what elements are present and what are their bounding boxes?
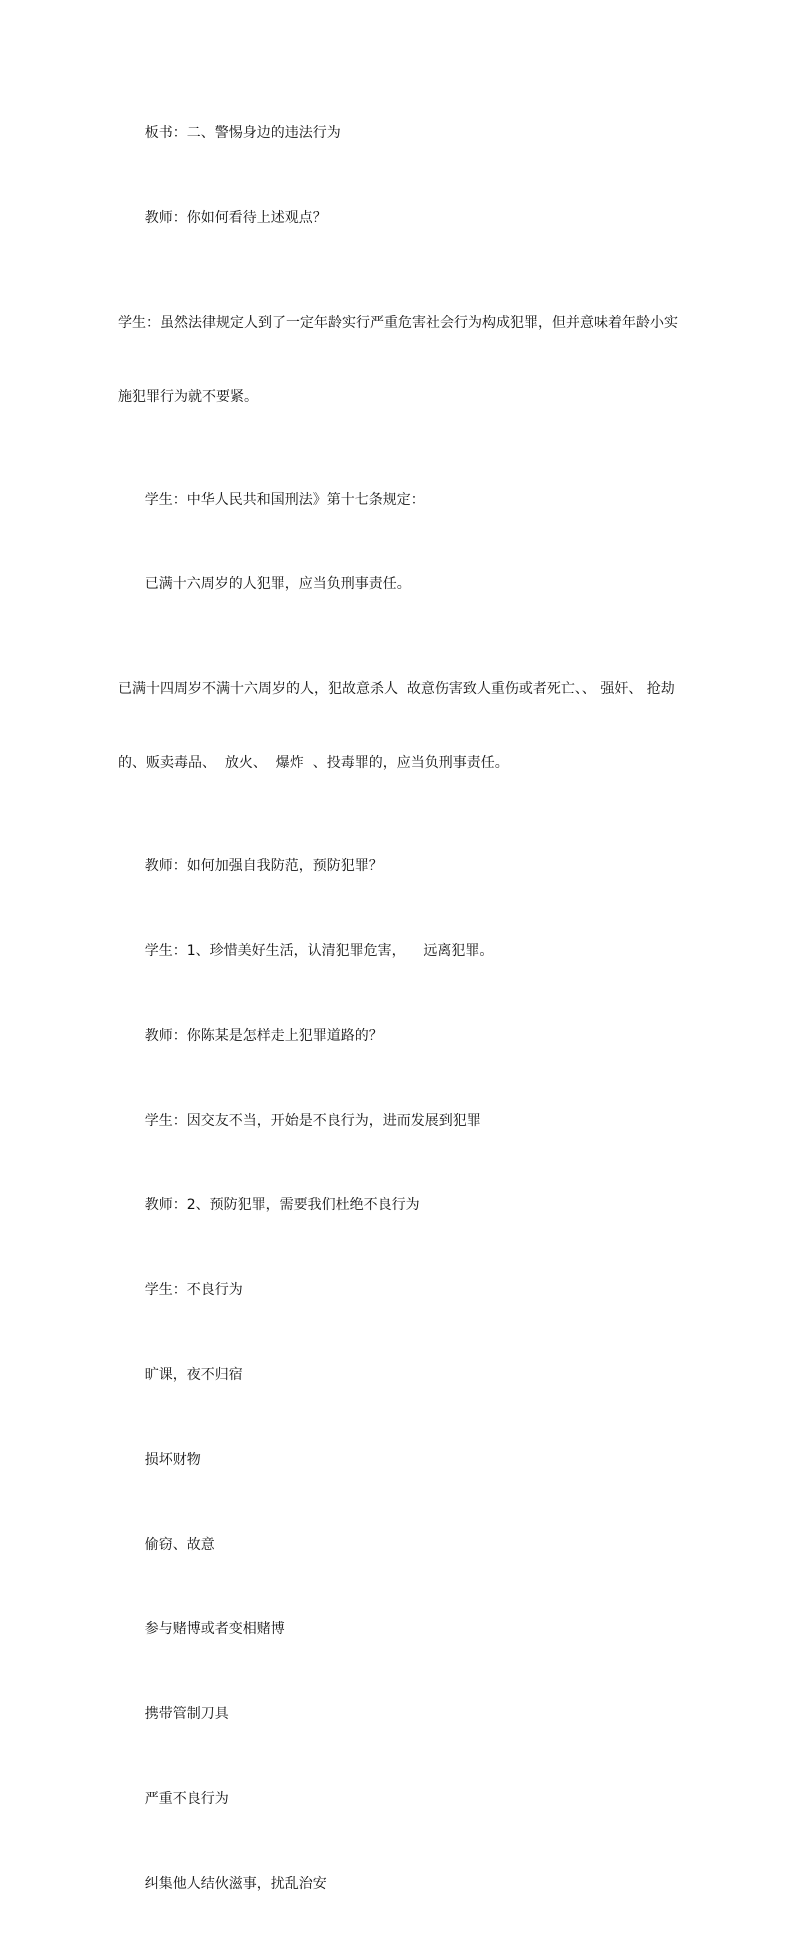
list-item-knives (118, 1684, 678, 1744)
paragraph-teacher-case-question (118, 1006, 678, 1066)
list-item-property-damage (118, 1430, 678, 1490)
paragraph-criminal-law-article (118, 470, 678, 530)
paragraph-teacher-question (118, 188, 678, 248)
paragraph-line: 学生：不良行为 (144, 1282, 243, 1299)
paragraph-student-cherish-life (118, 921, 678, 981)
document-body (118, 103, 678, 1939)
paragraph-student-bad-friends (118, 1091, 678, 1151)
paragraph-student-answer-age (118, 273, 678, 447)
paragraph-line: 偷窃、故意 (144, 1536, 215, 1553)
paragraph-line: 学生：因交友不当，开始是不良行为，进而发展到犯罪 (144, 1112, 481, 1129)
paragraph-student-bad-behavior (118, 1260, 678, 1320)
paragraph-line: 教师：如何加强自我防范，预防犯罪？ (144, 858, 383, 875)
paragraph-line: 施犯罪行为就不要紧。 (118, 388, 258, 405)
paragraph-teacher-self-protection (118, 836, 678, 896)
paragraph-line: 教师：你陈某是怎样走上犯罪道路的？ (144, 1027, 383, 1044)
paragraph-line: 已满十六周岁的人犯罪，应当负刑事责任。 (144, 576, 411, 593)
paragraph-line: 严重不良行为 (144, 1790, 229, 1807)
paragraph-line: 板书：二、警惕身边的违法行为 (144, 125, 341, 141)
paragraph-line: 教师：你如何看待上述观点？ (144, 209, 327, 226)
paragraph-line: 教师：2、预防犯罪，需要我们杜绝不良行为 (144, 1197, 420, 1214)
list-item-gambling (118, 1599, 678, 1659)
paragraph-age-fourteen (118, 639, 678, 813)
list-item-truancy (118, 1345, 678, 1405)
list-item-theft (118, 1515, 678, 1575)
paragraph-line: 已满十四周岁不满十六周岁的人，犯故意杀人 故意伤害致人重伤或者死亡、、 强奸、 抢劫 (118, 681, 675, 698)
paragraph-line: 纠集他人结伙滋事，扰乱治安 (144, 1875, 327, 1892)
paragraph-line: 学生：虽然法律规定人到了一定年龄实行严重危害社会行为构成犯罪，但并意味着年龄小实 (118, 314, 678, 331)
paragraph-line: 学生：中华人民共和国刑法》第十七条规定： (144, 491, 425, 508)
paragraph-line: 携带管制刀具 (144, 1706, 229, 1723)
paragraph-line: 的、贩卖毒品、 放火、 爆炸 、投毒罪的，应当负刑事责任。 (118, 755, 509, 772)
paragraph-line: 参与赌博或者变相赌博 (144, 1621, 285, 1638)
list-item-disturbing-order (118, 1854, 678, 1914)
paragraph-teacher-prevent-crime (118, 1175, 678, 1235)
paragraph-line: 损坏财物 (144, 1451, 201, 1468)
paragraph-board-heading (118, 103, 678, 163)
paragraph-line: 旷课，夜不归宿 (144, 1366, 243, 1383)
list-item-serious-bad-behavior (118, 1769, 678, 1829)
paragraph-age-sixteen (118, 554, 678, 614)
paragraph-line: 学生：1、珍惜美好生活，认清犯罪危害， 远离犯罪。 (144, 942, 494, 959)
